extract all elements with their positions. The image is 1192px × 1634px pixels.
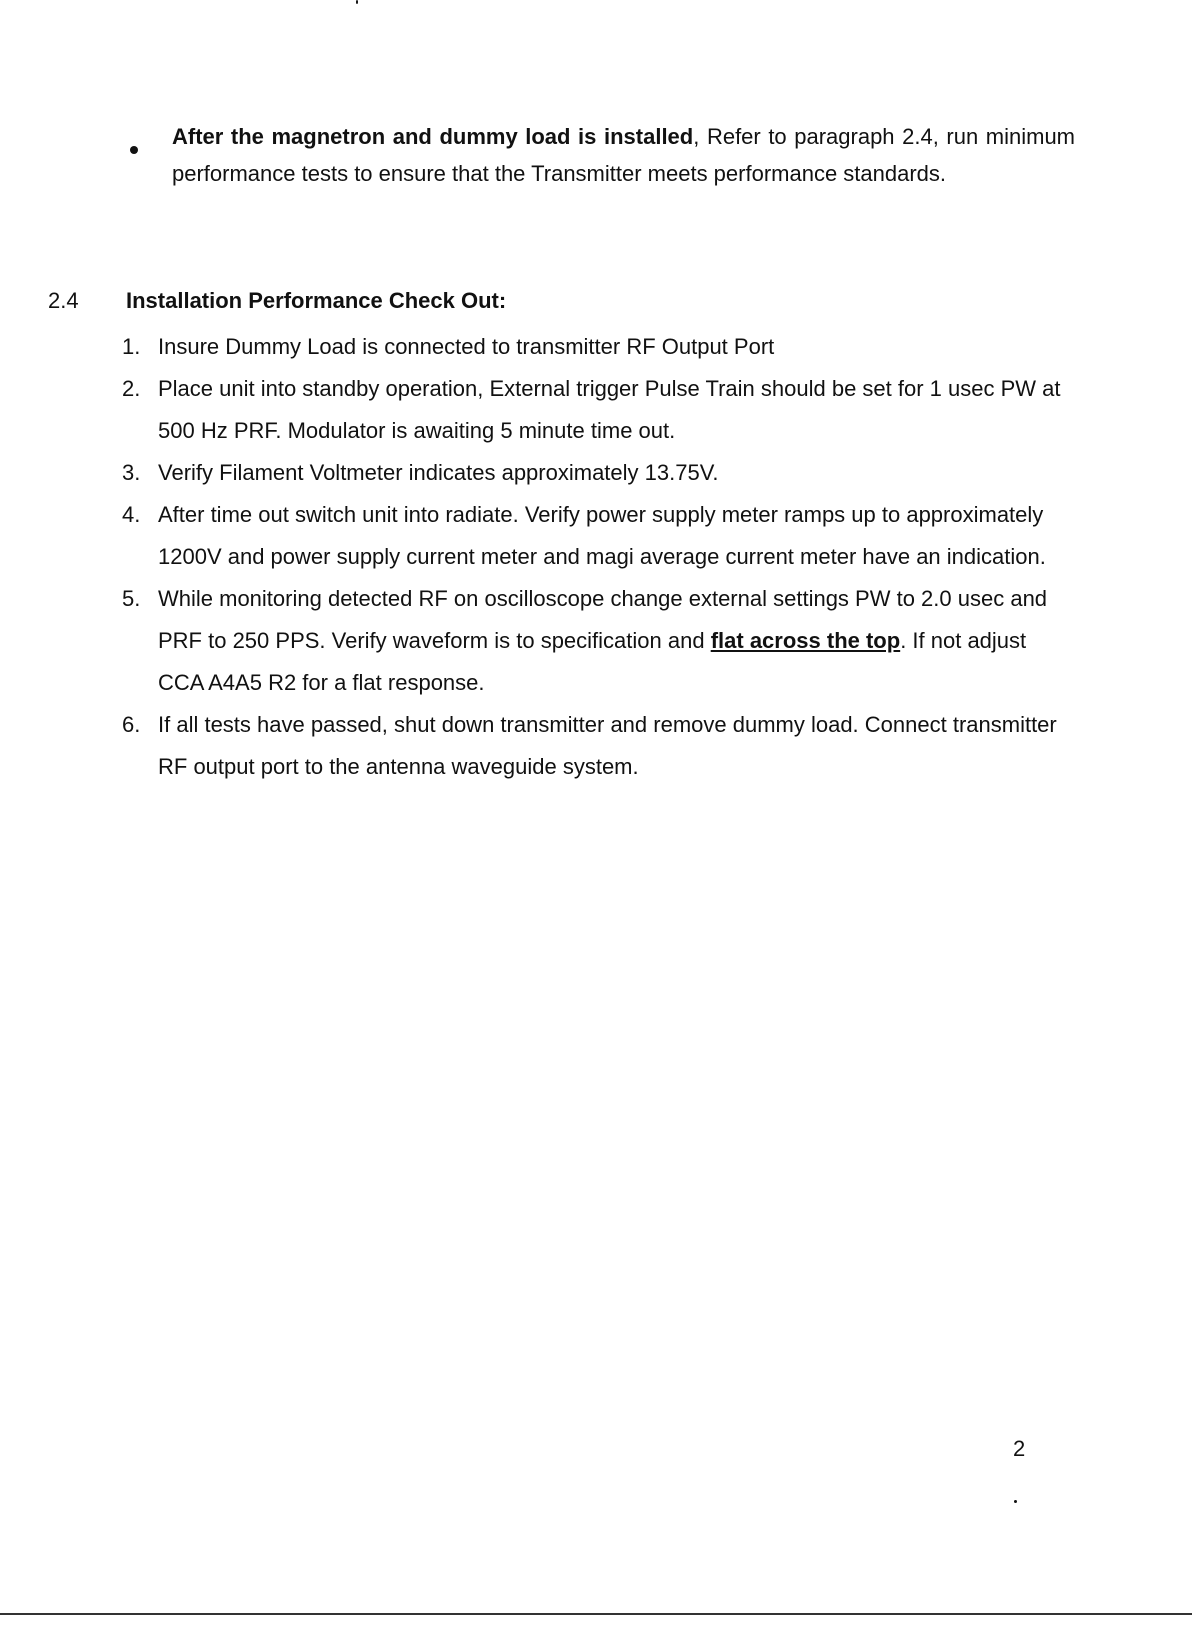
step-text: Insure Dummy Load is connected to transmitter RF Output Port (158, 334, 775, 359)
step-item (122, 326, 1062, 368)
step-item (122, 494, 1062, 578)
step-text-before: While monitoring detected RF on oscilloscope change external settings PW to 2.0 usec and PRF to 250 PPS. Verify waveform is to specification and (158, 586, 1048, 653)
step-number: 2. (122, 376, 141, 401)
step-item (122, 368, 1062, 452)
step-item (122, 704, 1062, 788)
step-text: Verify Filament Voltmeter indicates approximately 13.75V. (158, 460, 719, 485)
bullet-dot-icon (130, 146, 138, 154)
bullet-bold-lead: After the magnetron and dummy load is installed (172, 124, 694, 149)
step-number: 6. (122, 712, 141, 737)
step-item (122, 452, 1062, 494)
scan-speck (356, 0, 358, 4)
step-text (158, 578, 1062, 704)
step-text: After time out switch unit into radiate. Verify power supply meter ramps up to approximately 1200V and power supply current meter and magi average current meter have an indication. (158, 502, 1046, 569)
section-number: 2.4 (48, 288, 79, 313)
page-number: 2 (1013, 1436, 1026, 1461)
bottom-rule (0, 1613, 1192, 1615)
section-heading (48, 286, 506, 316)
step-item (122, 578, 1062, 704)
bullet-text (172, 118, 1075, 192)
step-text: Place unit into standby operation, External trigger Pulse Train should be set for 1 usec PW at 500 Hz PRF. Modulator is awaiting 5 minute time out. (158, 376, 1061, 443)
step-emphasis: flat across the top (710, 628, 901, 653)
step-number: 5. (122, 586, 141, 611)
section-title: Installation Performance Check Out: (126, 288, 507, 313)
step-number: 3. (122, 460, 141, 485)
step-text-after: . If not adjust CCA A4A5 R2 for a flat response. (158, 628, 1027, 695)
step-number: 1. (122, 334, 141, 359)
bullet-item (130, 118, 1075, 192)
step-text: If all tests have passed, shut down transmitter and remove dummy load. Connect transmitter RF output port to the antenna waveguide system. (158, 712, 1057, 779)
scan-speck (1014, 1500, 1017, 1503)
procedure-steps (122, 326, 1062, 788)
step-number: 4. (122, 502, 141, 527)
bullet-rest: , Refer to paragraph 2.4, run minimum performance tests to ensure that the Transmitter meets performance standards. (172, 124, 1076, 186)
